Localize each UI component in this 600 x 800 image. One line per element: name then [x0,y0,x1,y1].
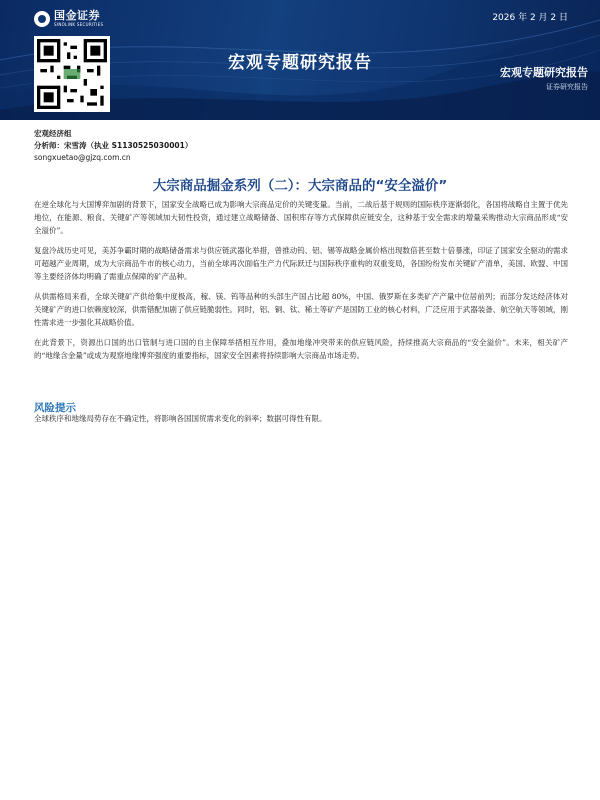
analyst-info [34,128,192,164]
research-group: 宏观经济组 [34,129,72,138]
report-date: 2026 年 2 月 2 日 [492,13,568,23]
header-divider [0,120,600,123]
body-paragraph: 复盘冷战历史可见，美苏争霸时期的战略储备需求与供应链武器化举措，曾推动钨、铝、锡等战略金属价格出现数倍甚至数十倍暴涨，印证了国家安全驱动的需求可超越产业周期，成为大宗商品牛市的核心动力，当前全球再次面临生产力代际跃迁与国际秩序重构的双重变局，各国纷纷发布关键矿产清单，美国、欧盟、中国等主要经济体均明确了需重点保障的矿产品种。 [34,246,568,281]
body-paragraph: 在逆全球化与大国博弈加剧的背景下，国家安全战略已成为影响大宗商品定价的关键变量。当前，二战后基于规则的国际秩序逐渐弱化，各国将战略自主置于优先地位，在能源、粮食、关键矿产等领域加大韧性投资，通过建立战略储备、国积库存等方式保障供应链安全，这种基于安全需求的增量采购推动大宗商品形成“安全溢价”。 [34,200,568,235]
risk-text: 全球秩序和地缘局势存在不确定性，将影响各国国贸需求变化的斜率；数据可得性有限。 [34,414,327,423]
side-report-category: 证券研究报告 [546,83,588,91]
analyst-line [34,140,192,152]
risk-heading: 风险提示 [34,402,76,414]
analyst-label: 分析师： [34,141,64,150]
side-report-type: 宏观专题研究报告 [500,66,588,79]
company-logo [34,10,103,27]
header-report-type: 宏观专题研究报告 [228,53,372,73]
logo-name-cn: 国金证券 [54,9,100,22]
document-title: 大宗商品掘金系列（二）：大宗商品的“安全溢价” [152,178,448,194]
analyst-name: 宋雪涛（执业 S1130525030001） [64,141,193,150]
report-header [0,0,600,120]
sinolink-logo-icon [34,11,50,27]
report-body [34,198,568,369]
logo-name-en: SINOLINK SECURITIES [54,22,104,27]
body-paragraph: 从供需格局来看，全球关键矿产供给集中度极高，稼、镁、钨等品种的头部生产国占比超 80%，中国、俄罗斯在多类矿产产量中位居前列；而部分发达经济体对关键矿产的进口依赖度较深，供需错配加剧了供应链脆弱性。同时，铝、铜、钛、稀土等矿产是国防工业的核心材料，广泛应用于武器装备、航空航天等领域，刚性需求进一步强化其战略价值。 [34,292,568,327]
analyst-email: songxuetao@gjzq.com.cn [34,153,131,162]
body-paragraph: 在此背景下，资源出口国的出口管制与进口国的自主保障举措相互作用，叠加地缘冲突带来的供应链风险，持续推高大宗商品的“安全溢价”。未来，相关矿产的“地缘含金量”或成为观察地缘博弈强度的重要指标，国家安全因素将持续影响大宗商品市场走势。 [34,338,568,360]
